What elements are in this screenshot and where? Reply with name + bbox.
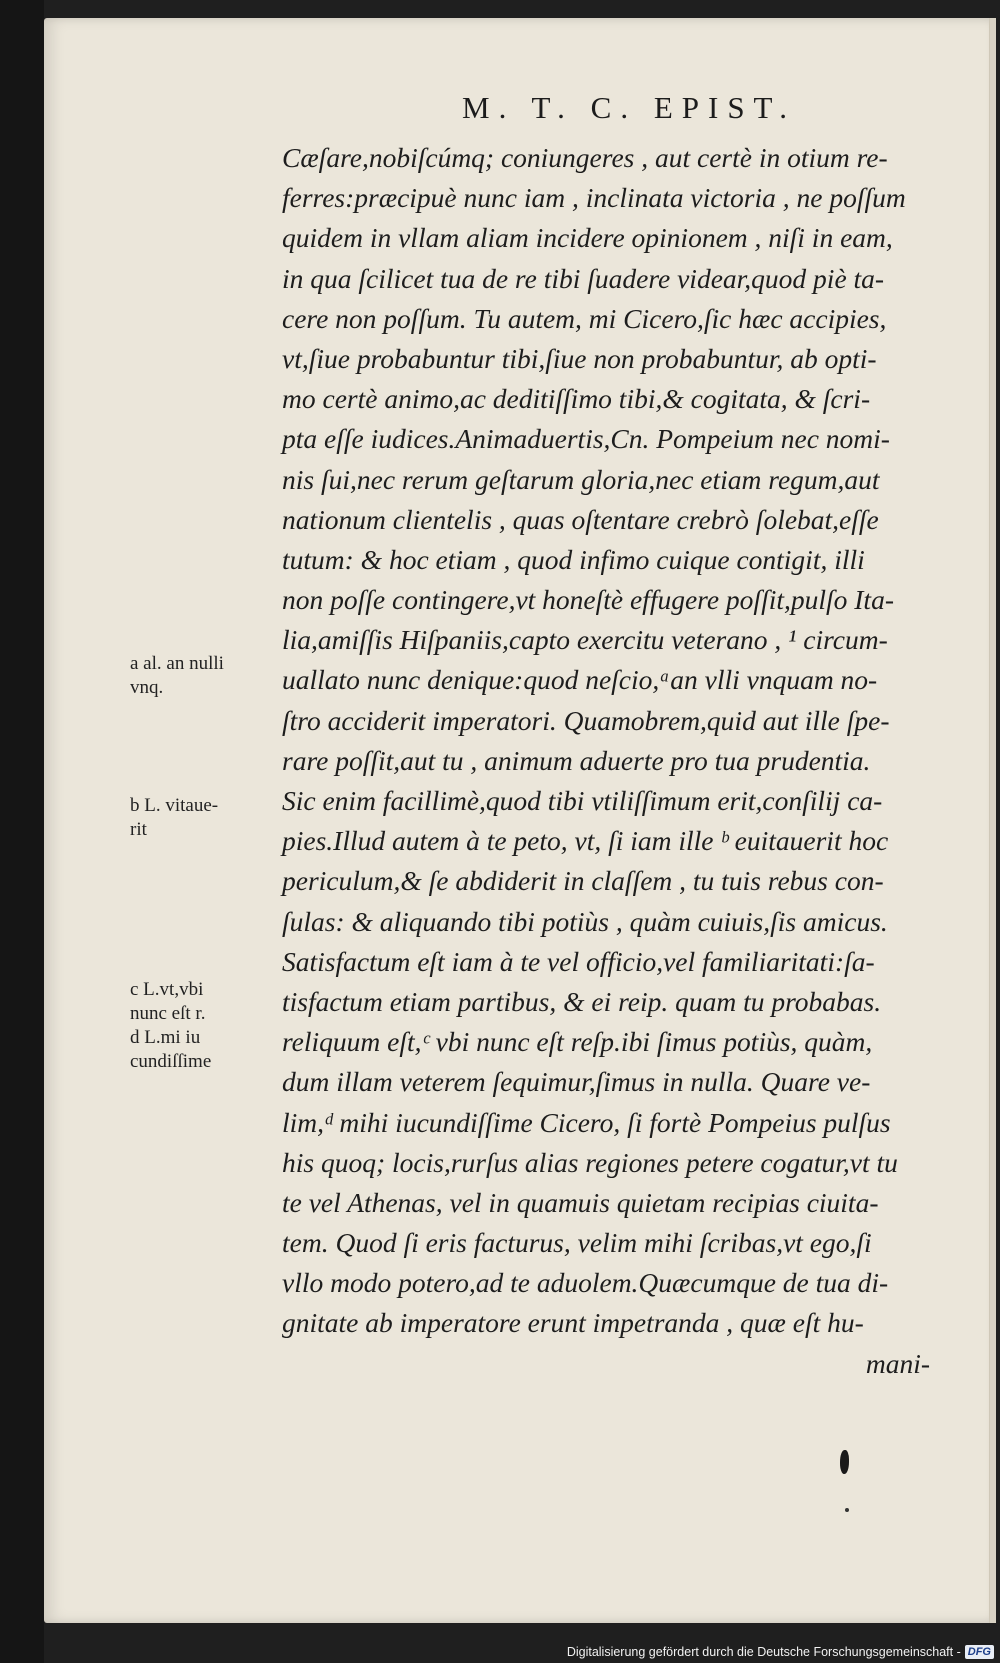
text-line: lim,ᵈ mihi iucundiſſime Cicero, ſi fortè Pompeius pulſus <box>282 1106 891 1138</box>
margin-note-b <box>130 794 280 842</box>
margin-note-line: nunc eſt r. <box>130 1003 206 1024</box>
text-line: ſtro acciderit imperatori. Quamobrem,quid aut ille ſpe- <box>282 704 890 736</box>
ink-blot <box>840 1450 849 1474</box>
margin-note-cd <box>130 978 280 1074</box>
digitization-footer <box>567 1642 994 1662</box>
margin-note-line: b L. vitaue- <box>130 795 219 816</box>
margin-note-a <box>130 652 280 700</box>
text-line: tisfactum etiam partibus, & ei reip. quam tu probabas. <box>282 985 882 1017</box>
margin-note-line: a al. an nulli <box>130 653 224 674</box>
text-line: nis ſui,nec rerum geſtarum gloria,nec etiam regum,aut <box>282 463 880 495</box>
margin-note-line: c L.vt,vbi <box>130 979 204 1000</box>
margin-note-line: rit <box>130 819 147 840</box>
text-line: uallato nunc denique:quod neſcio,ᵃan vlli vnquam no- <box>282 664 878 696</box>
text-line: mo certè animo,ac deditiſſimo tibi,& cogitata, & ſcri- <box>282 383 871 415</box>
running-title: M. T. C. EPIST. <box>462 90 796 125</box>
text-line: periculum,& ſe abdiderit in claſſem , tu tuis rebus con- <box>282 865 884 897</box>
text-line: lia,amiſſis Hiſpaniis,capto exercitu veterano , ¹ circum- <box>282 624 888 656</box>
text-line: pta eſſe iudices.Animaduertis,Cn. Pompeium nec nomi- <box>282 423 890 455</box>
text-line: tem. Quod ſi eris facturus, velim mihi ſcribas,vt ego,ſi <box>282 1227 872 1259</box>
text-line: gnitate ab imperatore erunt impetranda , quæ eſt hu- <box>282 1307 864 1339</box>
page-edge <box>989 18 996 1623</box>
text-line: Sic enim facillimè,quod tibi vtiliſſimum erit,conſilij ca- <box>282 785 883 816</box>
catchword: mani- <box>865 1347 930 1379</box>
ink-dot <box>845 1508 849 1512</box>
margin-note-line: d L.mi iu <box>130 1027 201 1048</box>
text-line: Cæſare,nobiſcúmq; coniungeres , aut certè in otium re- <box>282 142 888 173</box>
text-line: nationum clientelis , quas oſtentare crebrò ſolebat,eſſe <box>282 503 879 535</box>
text-line: reliquum eſt,ᶜ vbi nunc eſt reſp.ibi ſimus potiùs, quàm, <box>282 1026 873 1058</box>
margin-note-line: vnq. <box>130 677 164 698</box>
text-line: rare poſſit,aut tu , animum aduerte pro tua prudentia. <box>282 744 871 776</box>
text-line: tutum: & hoc etiam , quod infimo cuique contigit, illi <box>282 543 865 575</box>
body-text <box>282 138 942 1384</box>
scan-left-margin <box>0 0 44 1663</box>
text-line: pies.Illud autem à te peto, vt, ſi iam ille ᵇ euitauerit hoc <box>282 825 889 857</box>
footer-credit: Digitalisierung gefördert durch die Deutsche Forschungsgemeinschaft - <box>566 1645 961 1659</box>
text-line: te vel Athenas, vel in quamuis quietam recipias ciuita- <box>282 1186 879 1218</box>
text-line: vllo modo potero,ad te aduolem.Quæcumque de tua di- <box>282 1267 889 1299</box>
text-line: vt,ſiue probabuntur tibi,ſiue non probabuntur, ab opti- <box>282 342 877 374</box>
text-line: ferres:præcipuè nunc iam , inclinata victoria , ne poſſum <box>282 182 906 214</box>
dfg-logo-icon: DFG <box>965 1645 994 1659</box>
text-line: Satisfactum eſt iam à te vel officio,vel familiaritati:ſa- <box>282 945 875 977</box>
text-line: dum illam veterem ſequimur,ſimus in nulla. Quare ve- <box>282 1066 871 1098</box>
text-line: non poſſe contingere,vt honeſtè effugere poſſit,pulſo Ita- <box>282 584 894 616</box>
margin-note-line: cundiſſime <box>130 1051 212 1072</box>
text-line: in qua ſcilicet tua de re tibi ſuadere videar,quod piè ta- <box>282 262 885 294</box>
text-line: his quoq; locis,rurſus alias regiones petere cogatur,vt tu <box>282 1146 898 1178</box>
text-line: cere non poſſum. Tu autem, mi Cicero,ſic hæc accipies, <box>282 302 887 334</box>
text-line: ſulas: & aliquando tibi potiùs , quàm cuiuis,ſis amicus. <box>282 905 888 937</box>
text-line: quidem in vllam aliam incidere opinionem , niſi in eam, <box>282 222 893 254</box>
